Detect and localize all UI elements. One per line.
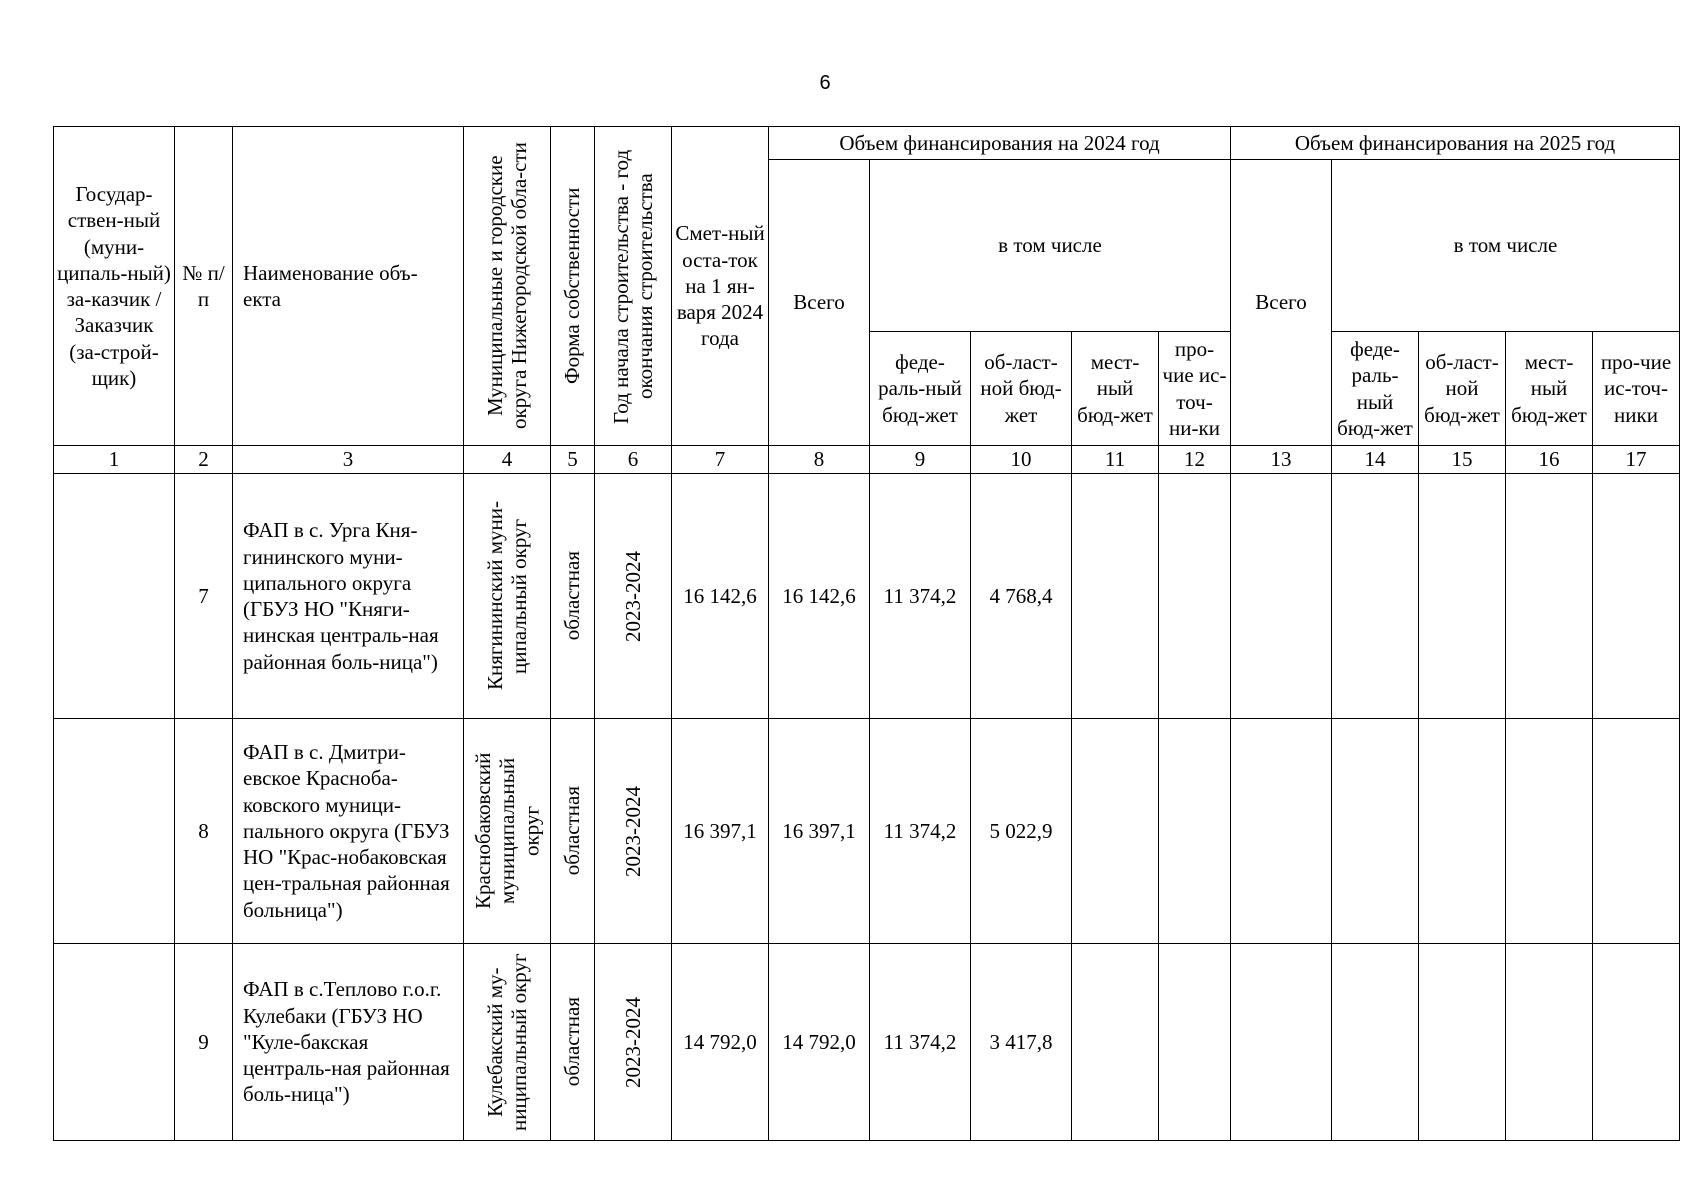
header-years-text: Год начала строительства - год окончания строительства	[608, 148, 657, 424]
cell-balance: 16 397,1	[672, 719, 769, 944]
column-number: 7	[672, 446, 769, 474]
cell-federal-2025	[1332, 719, 1419, 944]
column-number: 14	[1332, 446, 1419, 474]
cell-customer	[54, 474, 175, 719]
header-federal-2024: феде-раль-ный бюд-жет	[870, 332, 971, 446]
cell-regional-2024: 4 768,4	[971, 474, 1072, 719]
cell-other-2025	[1593, 474, 1680, 719]
header-including-2025: в том числе	[1332, 160, 1680, 332]
cell-local-2025	[1506, 719, 1593, 944]
cell-municipality	[464, 944, 551, 1141]
cell-ownership	[551, 944, 595, 1141]
column-number: 3	[233, 446, 464, 474]
column-number: 10	[971, 446, 1072, 474]
header-ownership-text: Форма собственности	[560, 187, 585, 385]
page-number: 6	[819, 72, 831, 94]
cell-ownership-text: областная	[560, 786, 585, 876]
cell-years	[595, 944, 672, 1141]
cell-ownership-text: областная	[560, 997, 585, 1087]
cell-regional-2025	[1419, 474, 1506, 719]
table-row	[54, 719, 1680, 944]
header-total-2025: Всего	[1231, 160, 1332, 446]
cell-total-2025	[1231, 944, 1332, 1141]
cell-regional-2025	[1419, 944, 1506, 1141]
column-number: 15	[1419, 446, 1506, 474]
table-row	[54, 474, 1680, 719]
header-other-2025: про-чие ис-точ-ники	[1593, 332, 1680, 446]
cell-total-2025	[1231, 474, 1332, 719]
cell-other-2025	[1593, 719, 1680, 944]
cell-municipality-text: Краснобаковский муниципальный округ	[470, 752, 544, 910]
cell-customer	[54, 719, 175, 944]
cell-local-2025	[1506, 944, 1593, 1141]
cell-local-2025	[1506, 474, 1593, 719]
cell-total-2024: 16 142,6	[769, 474, 870, 719]
column-number: 5	[551, 446, 595, 474]
cell-num: 8	[175, 719, 233, 944]
header-years	[595, 127, 672, 446]
cell-federal-2025	[1332, 944, 1419, 1141]
cell-ownership	[551, 719, 595, 944]
cell-balance: 16 142,6	[672, 474, 769, 719]
cell-total-2025	[1231, 719, 1332, 944]
header-municipality	[464, 127, 551, 446]
header-local-2024: мест-ный бюд-жет	[1072, 332, 1159, 446]
header-num: № п/п	[175, 127, 233, 446]
cell-federal-2024: 11 374,2	[870, 474, 971, 719]
cell-municipality	[464, 719, 551, 944]
cell-balance: 14 792,0	[672, 944, 769, 1141]
cell-total-2024: 14 792,0	[769, 944, 870, 1141]
column-number-row	[54, 446, 1680, 474]
cell-local-2024	[1072, 944, 1159, 1141]
header-municipality-text: Муниципальные и городские округа Нижегородской обла-сти	[482, 142, 531, 430]
header-customer: Государ-ствен-ный (муни-ципаль-ный) за-казчик / Заказчик (за-строй-щик)	[54, 127, 175, 446]
column-number: 16	[1506, 446, 1593, 474]
cell-years-text: 2023-2024	[620, 996, 645, 1088]
column-number: 11	[1072, 446, 1159, 474]
column-number: 13	[1231, 446, 1332, 474]
cell-federal-2024: 11 374,2	[870, 719, 971, 944]
column-number: 17	[1593, 446, 1680, 474]
cell-regional-2024: 5 022,9	[971, 719, 1072, 944]
cell-num: 7	[175, 474, 233, 719]
column-number: 2	[175, 446, 233, 474]
cell-total-2024: 16 397,1	[769, 719, 870, 944]
column-number: 12	[1159, 446, 1231, 474]
column-number: 4	[464, 446, 551, 474]
header-ownership	[551, 127, 595, 446]
cell-other-2024	[1159, 944, 1231, 1141]
financing-table	[53, 126, 1680, 1141]
cell-regional-2025	[1419, 719, 1506, 944]
column-number: 6	[595, 446, 672, 474]
header-total-2024: Всего	[769, 160, 870, 446]
header-other-2024: про-чие ис-точ-ни-ки	[1159, 332, 1231, 446]
cell-local-2024	[1072, 719, 1159, 944]
header-including-2024: в том числе	[870, 160, 1231, 332]
cell-federal-2024: 11 374,2	[870, 944, 971, 1141]
header-balance: Смет-ный оста-ток на 1 ян-варя 2024 года	[672, 127, 769, 446]
cell-name: ФАП в с. Дмитри-евское Краснoба-ковского муници-пального округа (ГБУЗ НО "Крас-нобаковская цен-тральная районная больница")	[233, 719, 464, 944]
cell-name: ФАП в с.Теплово г.о.г. Кулебаки (ГБУЗ НО "Куле-бакская централь-ная районная боль-ница")	[233, 944, 464, 1141]
header-fin-2024: Объем финансирования на 2024 год	[769, 127, 1231, 160]
header-name: Наименование объ-екта	[233, 127, 464, 446]
cell-municipality-text: Кулебакский му-ниципальный округ	[482, 953, 531, 1131]
header-regional-2024: об-ласт-ной бюд-жет	[971, 332, 1072, 446]
header-regional-2025: об-ласт-ной бюд-жет	[1419, 332, 1506, 446]
cell-ownership	[551, 474, 595, 719]
cell-name: ФАП в с. Урга Кня-гининского муни-ципального округа (ГБУЗ НО "Княги-нинская централь-ная районная боль-ница")	[233, 474, 464, 719]
cell-local-2024	[1072, 474, 1159, 719]
cell-ownership-text: областная	[560, 551, 585, 641]
cell-regional-2024: 3 417,8	[971, 944, 1072, 1141]
cell-years	[595, 474, 672, 719]
cell-other-2024	[1159, 474, 1231, 719]
cell-years-text: 2023-2024	[620, 785, 645, 877]
header-federal-2025: феде-раль-ный бюд-жет	[1332, 332, 1419, 446]
column-number: 9	[870, 446, 971, 474]
header-fin-2025: Объем финансирования на 2025 год	[1231, 127, 1680, 160]
column-number: 1	[54, 446, 175, 474]
header-local-2025: мест-ный бюд-жет	[1506, 332, 1593, 446]
column-number: 8	[769, 446, 870, 474]
cell-federal-2025	[1332, 474, 1419, 719]
cell-customer	[54, 944, 175, 1141]
table-row	[54, 944, 1680, 1141]
cell-years	[595, 719, 672, 944]
cell-other-2025	[1593, 944, 1680, 1141]
cell-years-text: 2023-2024	[620, 550, 645, 642]
cell-municipality	[464, 474, 551, 719]
cell-municipality-text: Княгининский муни-ципальный округ	[482, 501, 531, 691]
cell-num: 9	[175, 944, 233, 1141]
cell-other-2024	[1159, 719, 1231, 944]
